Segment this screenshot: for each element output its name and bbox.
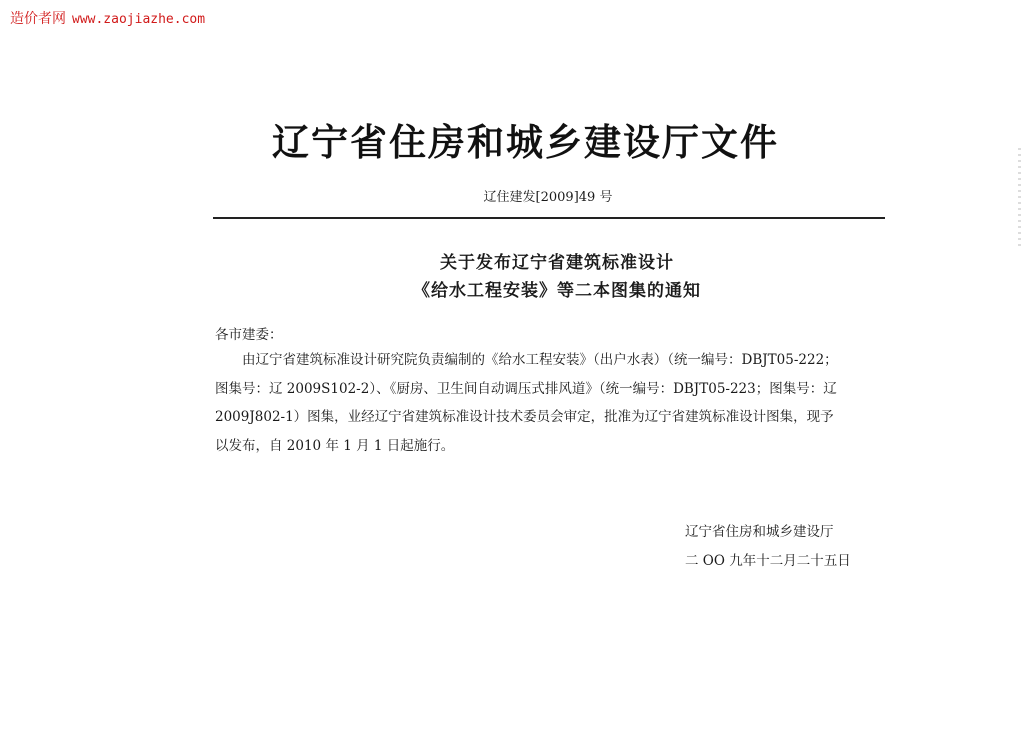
watermark xyxy=(10,8,205,28)
signature-date: 二 OO 九年十二月二十五日 xyxy=(685,553,851,569)
notice-title-line-2: 《给水工程安装》等二本图集的通知 xyxy=(413,281,701,301)
body-line: 2009J802-1）图集，业经辽宁省建筑标准设计技术委员会审定，批准为辽宁省建筑标准设计图集，现予 xyxy=(215,409,834,425)
document-number: 辽住建发[2009]49 号 xyxy=(483,190,613,205)
addressee: 各市建委： xyxy=(215,327,283,343)
watermark-site-name: 造价者网 xyxy=(10,11,66,27)
scan-edge-artifact xyxy=(1018,148,1021,248)
signature-block xyxy=(685,518,851,576)
body-line: 由辽宁省建筑标准设计研究院负责编制的《给水工程安装》（出户水表）（统一编号：DBJT05-222； xyxy=(215,352,838,368)
body-line: 图集号：辽 2009S102-2）、《厨房、卫生间自动调压式排风道》（统一编号：DBJT05-223；图集号：辽 xyxy=(215,380,837,397)
body-line: 以发布，自 2010 年 1 月 1 日起施行。 xyxy=(215,437,455,454)
header-divider xyxy=(213,217,885,219)
body-paragraph xyxy=(215,346,887,460)
document-header-title: 辽宁省住房和城乡建设厅文件 xyxy=(272,120,779,164)
watermark-url[interactable]: www.zaojiazhe.com xyxy=(72,12,206,27)
notice-title-line-1: 关于发布辽宁省建筑标准设计 xyxy=(440,253,674,273)
signature-issuer: 辽宁省住房和城乡建设厅 xyxy=(685,524,834,540)
